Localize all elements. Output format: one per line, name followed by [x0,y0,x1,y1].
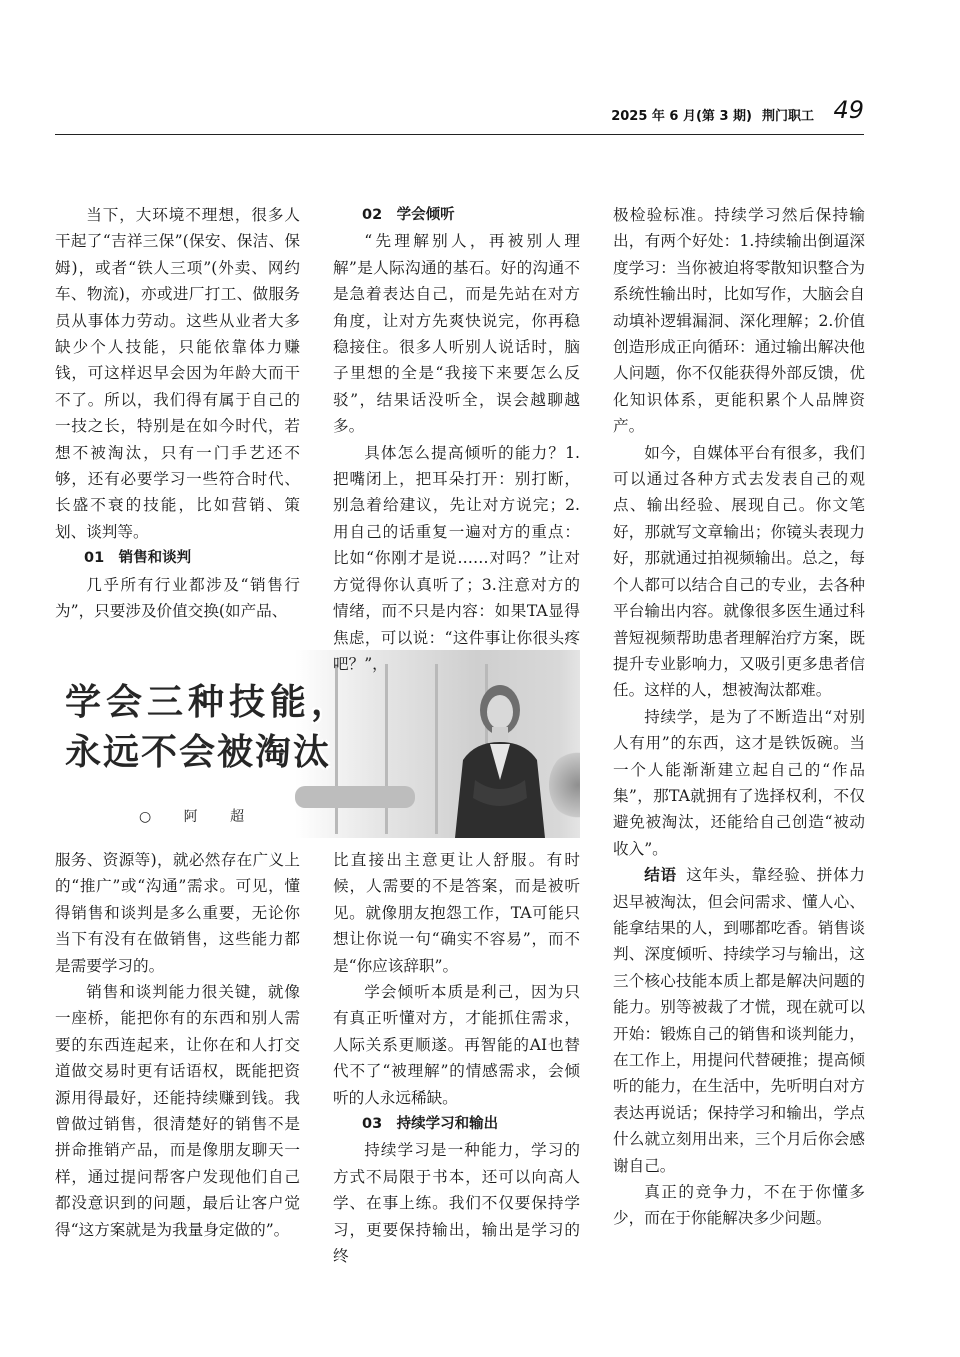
conclusion-paragraph [613,862,865,1179]
section-heading-02: 02 学会倾听 [362,207,455,223]
page-header [55,96,864,128]
listening-paragraph-3: 比直接出主意更让人舒服。有时候，人需要的不是答案，而是被听见。就像朋友抱怨工作，TA可能只想让你说一句“确实不容易”，而不是“你应该辞职”。 [333,851,580,975]
listening-paragraph-4: 学会倾听本质是利己，因为只有真正听懂对方，才能抓住需求，人际关系更顺遂。再智能的AI也替代不了“被理解”的情感需求，会倾听的人永远稀缺。 [333,983,580,1107]
issue-date: 2025 年 6 月(第 3 期) [611,109,752,124]
learning-paragraph-2: 极检验标准。持续学习然后保持输出，有两个好处：1.持续输出倒逼深度学习：当你被迫将零散知识整合为系统性输出时，比如写作，大脑会自动填补逻辑漏洞、深化理解；2.价值创造形成正向循环：通过输出解决他人问题，你不仅能获得外部反馈，优化知识体系，更能积累个人品牌资产。 [613,206,865,436]
learning-paragraph-1: 持续学习是一种能力，学习的方式不局限于书本，还可以向高人学、在事上练。我们不仅要保持学习，更要保持输出，输出是学习的终 [333,1141,580,1266]
conclusion-label: 结语 [644,866,677,885]
section-heading-03: 03 持续学习和输出 [362,1116,499,1133]
column-1-bottom [55,847,300,1243]
sales-paragraph-3: 销售和谈判能力很关键，就像一座桥，能把你有的东西和别人需要的东西连起来，让你在和人打交道做交易时更有话语权，既能把资源用得最好，还能持续赚到钱。我曾做过销售，很清楚好的销售不是拼命推销产品，而是像朋友聊天一样，通过提问帮客户发现他们自己都没意识到的问题，最后让客户觉得“这方案就是为我量身定做的”。 [55,983,300,1239]
article-author: ○ 阿 超 [139,809,259,825]
learning-paragraph-3: 如今，自媒体平台有很多，我们可以通过各种方式去发表自己的观点、输出经验、展现自己。你文笔好，那就写文章输出；你镜头表现力好，那就通过拍视频输出。总之，每个人都可以结合自己的专业，去各种平台输出内容。就像很多医生通过科普短视频帮助患者理解治疗方案，既提升专业影响力，又吸引更多患者信任。这样的人，想被淘汰都难。 [613,443,865,700]
article-title-line-2: 永远不会被淘汰 [65,732,332,773]
sales-paragraph-1: 几乎所有行业都涉及“销售行为”，只要涉及价值交换(如产品、 [55,575,300,621]
column-2-top [333,202,580,677]
header-divider [55,134,864,135]
closing-paragraph: 真正的竞争力，不在于你懂多少，而在于你能解决多少问题。 [613,1183,865,1228]
listening-paragraph-2: 具体怎么提高倾听的能力？1.把嘴闭上，把耳朵打开：别打断，别急着给建议，先让对方说完；2.用自己的话重复一遍对方的重点：比如“你刚才是说……对吗？”让对方觉得你认真听了；3.注意对方的情绪，而不只是内容：如果TA显得焦虑，可以说：“这件事让你很头疼吧？”， [333,443,580,673]
section-heading-01: 01 销售和谈判 [84,550,192,567]
conclusion-text: 这年头，靠经验、拼体力迟早被淘汰，但会问需求、懂人心、能拿结果的人，到哪都吃香。销售谈判、深度倾听、持续学习与输出，这三个核心技能本质上都是解决问题的能力。别等被裁了才慌，现在就可以开始：锻炼自己的销售和谈判能力，在工作上，用提问代替硬推；提高倾听的能力，在生活中，先听明白对方表达再说话；保持学习和输出，学点什么就立刻用出来，三个月后你会感谢自己。 [613,866,865,1175]
article-title-line-1: 学会三种技能， [65,682,353,723]
businesswoman-photo [445,680,555,838]
column-1-top [55,202,300,625]
column-3 [613,202,865,1232]
magazine-name: 荆门职工 [761,109,814,124]
page-number: 49 [833,96,864,124]
article-title-banner [55,650,580,838]
column-2-bottom [333,847,580,1270]
listening-paragraph-1: “先理解别人，再被别人理解”是人际沟通的基石。好的沟通不是急着表达自己，而是先站在对方角度，让对方先爽快说完，你再稳稳接住。很多人听别人说话时，脑子里想的全是“我接下来要怎么反驳”，结果话没听全，误会越聊越多。 [333,232,580,436]
header-issue-line [601,105,814,124]
intro-paragraph: 当下，大环境不理想，很多人干起了“吉祥三保”(保安、保洁、保姆)，或者“铁人三项”(外卖、网约车、物流)，亦或进厂打工、做服务员从事体力劳动。这些从业者大多缺少个人技能，只能依靠体力赚钱，可这样迟早会因为年龄大而干不了。所以，我们得有属于自己的一技之长，特别是在如今时代，若想不被淘汰，只有一门手艺还不够，还有必要学习一些符合时代、长盛不衰的技能，比如营销、策划、谈判等。 [55,206,300,541]
sales-paragraph-2: 服务、资源等)，就必然存在广义上的“推广”或“沟通”需求。可见，懂得销售和谈判是多么重要，无论你当下有没有在做销售，这些能力都是需要学习的。 [55,851,300,975]
learning-paragraph-4: 持续学，是为了不断造出“对别人有用”的东西，这才是铁饭碗。当一个人能渐渐建立起自己的“作品集”，那TA就拥有了选择权利，不仅避免被淘汰，还能给自己创造“被动收入”。 [613,707,865,858]
